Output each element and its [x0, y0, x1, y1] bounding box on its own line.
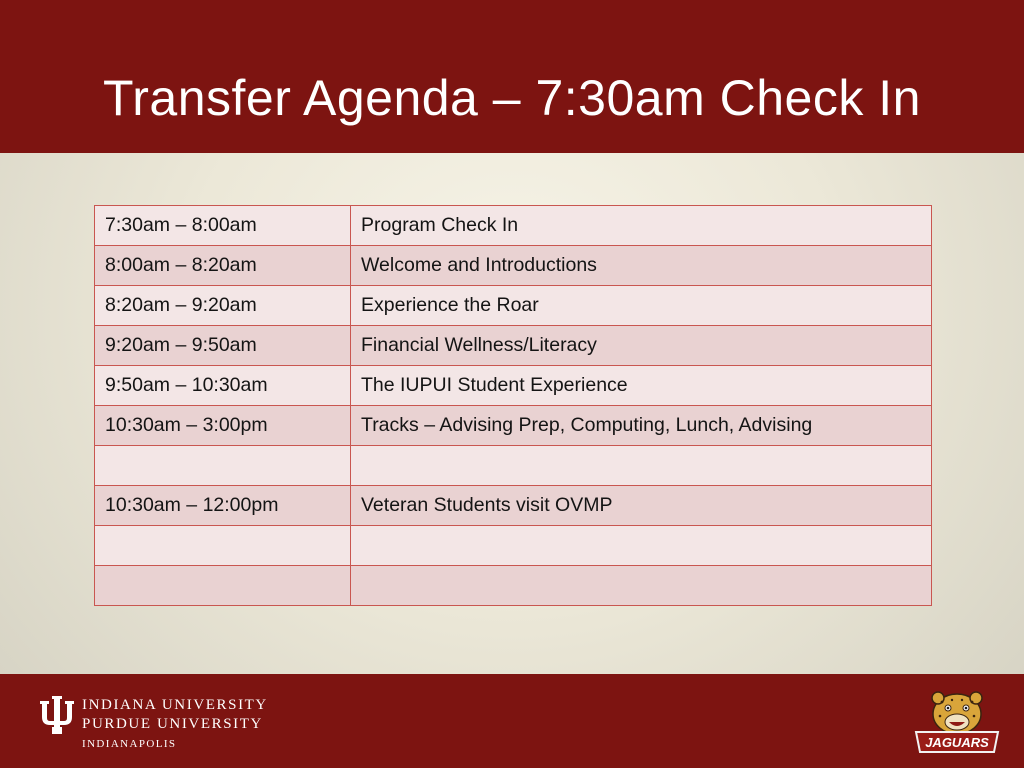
iu-trident-icon: [40, 696, 74, 734]
university-campus: INDIANAPOLIS: [82, 738, 177, 750]
time-cell: 9:50am – 10:30am: [95, 366, 351, 406]
event-cell: [351, 566, 932, 606]
event-cell: [351, 526, 932, 566]
time-cell: [95, 526, 351, 566]
time-cell: 10:30am – 12:00pm: [95, 486, 351, 526]
table-row: [95, 446, 932, 486]
jaguars-wordmark: JAGUARS: [925, 735, 989, 750]
event-cell: Program Check In: [351, 206, 932, 246]
slide-title: Transfer Agenda – 7:30am Check In: [103, 70, 921, 126]
table-row: [95, 326, 932, 366]
table-row: [95, 406, 932, 446]
jaguar-head-icon: [912, 690, 1002, 760]
time-cell: [95, 446, 351, 486]
time-cell: [95, 566, 351, 606]
agenda-table: [94, 205, 932, 606]
event-cell: Welcome and Introductions: [351, 246, 932, 286]
time-cell: 8:00am – 8:20am: [95, 246, 351, 286]
event-cell: Experience the Roar: [351, 286, 932, 326]
table-row: [95, 286, 932, 326]
event-cell: Veteran Students visit OVMP: [351, 486, 932, 526]
table-row: [95, 206, 932, 246]
event-cell: Financial Wellness/Literacy: [351, 326, 932, 366]
table-row: [95, 366, 932, 406]
time-cell: 8:20am – 9:20am: [95, 286, 351, 326]
event-cell: The IUPUI Student Experience: [351, 366, 932, 406]
time-cell: 7:30am – 8:00am: [95, 206, 351, 246]
event-cell: [351, 446, 932, 486]
table-row: [95, 486, 932, 526]
table-row: [95, 566, 932, 606]
event-cell: Tracks – Advising Prep, Computing, Lunch, Advising: [351, 406, 932, 446]
time-cell: 10:30am – 3:00pm: [95, 406, 351, 446]
table-row: [95, 246, 932, 286]
university-name-line1: INDIANA UNIVERSITY: [82, 697, 268, 713]
table-row: [95, 526, 932, 566]
university-name-line2: PURDUE UNIVERSITY: [82, 716, 263, 732]
time-cell: 9:20am – 9:50am: [95, 326, 351, 366]
